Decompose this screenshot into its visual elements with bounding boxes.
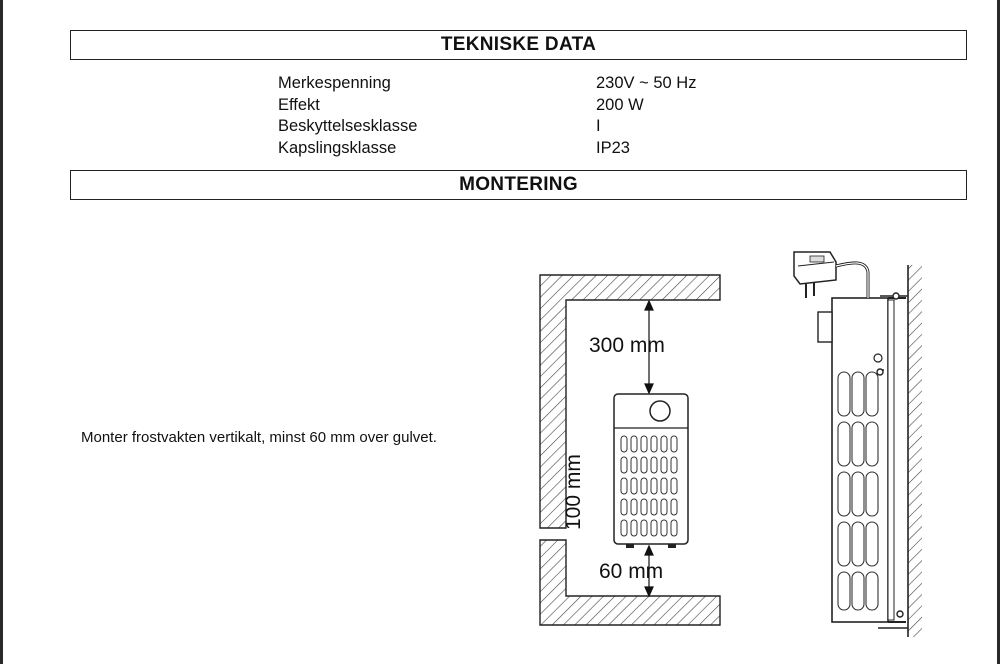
mounting-instruction: Monter frostvakten vertikalt, minst 60 mm over gulvet.	[81, 429, 437, 446]
spec-value: IP23	[596, 138, 630, 157]
spec-label: Beskyttelsesklasse	[278, 117, 418, 135]
spec-value: I	[596, 117, 601, 135]
spec-value: 230V ~ 50 Hz	[596, 74, 697, 92]
side-wall	[908, 265, 922, 637]
thermostat-knob-icon	[650, 401, 670, 421]
heater-front-view	[614, 394, 688, 548]
spec-label: Merkespenning	[278, 74, 391, 92]
dimension-label-top: 300 mm	[589, 334, 665, 357]
spec-value: 200 W	[596, 95, 644, 114]
power-plug-icon	[794, 252, 868, 298]
dimension-label-side: 100 mm	[562, 454, 585, 530]
section-title: MONTERING	[459, 174, 578, 195]
dimension-label-floor: 60 mm	[599, 560, 664, 583]
spec-label: Effekt	[278, 95, 320, 114]
section-title: TEKNISKE DATA	[440, 34, 597, 55]
spec-label: Kapslingsklasse	[278, 138, 397, 157]
heater-side-view	[818, 293, 908, 628]
